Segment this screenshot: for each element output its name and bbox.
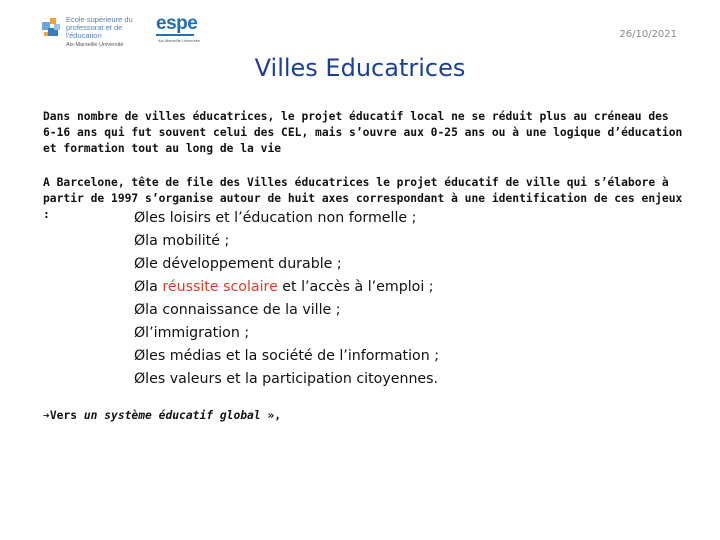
list-item: [134, 300, 439, 323]
espe-logo-word: espe: [156, 13, 198, 34]
school-logo-line3: Aix-Marseille Université: [66, 42, 124, 48]
bullet-arrow-icon: Ø: [134, 371, 146, 387]
axes-list: [134, 208, 439, 392]
list-item-text: la mobilité ;: [145, 233, 230, 249]
school-logo-icon: [40, 16, 64, 40]
list-item-text: la connaissance de la ville ;: [145, 302, 341, 318]
school-logo-line1: Ecole supérieure du: [66, 15, 133, 24]
list-item-text: les médias et la société de l’information ;: [145, 348, 439, 364]
list-item: [134, 346, 439, 369]
school-logo: [40, 14, 150, 48]
bullet-arrow-icon: Ø: [134, 279, 146, 295]
right-arrow-icon: ➔: [43, 409, 50, 422]
conclusion-line: [43, 409, 281, 422]
list-item: [134, 277, 439, 300]
conclusion-end: »,: [260, 409, 282, 422]
bullet-arrow-icon: Ø: [134, 210, 146, 226]
bullet-arrow-icon: Ø: [134, 348, 146, 364]
bullet-arrow-icon: Ø: [134, 325, 146, 341]
conclusion-emphasis: un système éducatif global: [83, 409, 261, 422]
list-item: [134, 254, 439, 277]
slide-title: Villes Educatrices: [254, 54, 466, 82]
list-item-text: les valeurs et la participation citoyennes.: [145, 371, 439, 387]
bullet-arrow-icon: Ø: [134, 233, 146, 249]
espe-logo-subtitle: Aix-Marseille Université: [158, 38, 200, 43]
list-item: [134, 231, 439, 254]
paragraph-intro: Dans nombre de villes éducatrices, le projet éducatif local ne se réduit plus au créneau des 6-16 ans qui fut souvent celui des CEL, mais s’ouvre aux 0-25 ans ou à une logique d’éducation et formation tout au long de la vie: [43, 110, 683, 155]
list-item-prefix: la: [145, 279, 163, 295]
list-item-text: l’immigration ;: [145, 325, 250, 341]
slide-date: 26/10/2021: [619, 29, 677, 40]
list-item-suffix: et l’accès à l’emploi ;: [277, 279, 434, 295]
list-item: [134, 369, 439, 392]
school-logo-line2: professorat et de l'éducation: [66, 23, 123, 40]
paragraph-barcelona: A Barcelone, tête de file des Villes éducatrices le projet éducatif de ville qui s’élabore à partir de 1997 s’organise autour de huit axes correspondant à une identification de ces enjeux :: [43, 176, 683, 221]
espe-logo-bar: [156, 34, 194, 36]
list-item: [134, 323, 439, 346]
highlight-text: réussite scolaire: [162, 279, 278, 295]
list-item-text: le développement durable ;: [145, 256, 342, 272]
list-item-text: les loisirs et l’éducation non formelle ;: [145, 210, 417, 226]
list-item: [134, 208, 439, 231]
bullet-arrow-icon: Ø: [134, 256, 146, 272]
conclusion-text: Vers: [49, 409, 84, 422]
espe-logo: [156, 13, 200, 44]
bullet-arrow-icon: Ø: [134, 302, 146, 318]
